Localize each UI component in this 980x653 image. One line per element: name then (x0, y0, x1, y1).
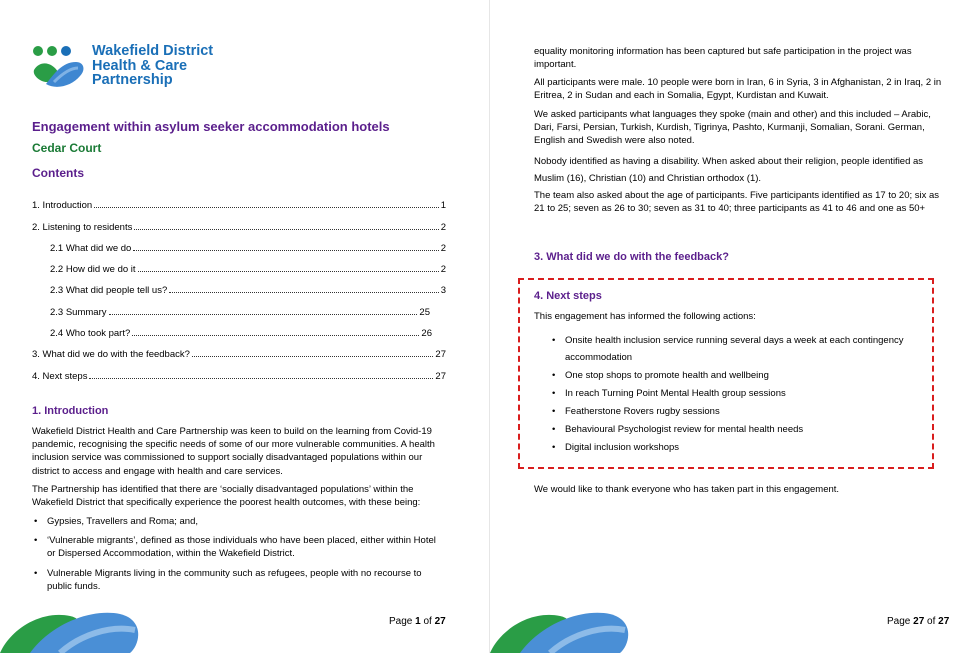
toc-entry-page: 3 (440, 285, 446, 297)
list-item: • Behavioural Psychologist review for mental health needs (550, 421, 930, 438)
toc-entry[interactable] (32, 339, 446, 360)
footer-decoration-graphic (490, 590, 640, 653)
introduction-paragraph-2: The Partnership has identified that there are ‘socially disadvantaged populations’ within the Wakefield District that specifically experience the poorest health outcomes, with these being: (32, 484, 421, 509)
footer-prefix: Page (389, 616, 416, 627)
partnership-logo (32, 44, 222, 94)
list-item: • ‘Vulnerable migrants’, defined as those individuals who have been placed, either within Hotel or Dispersed Accommodation, within the Wakefield District. (32, 534, 446, 560)
paragraph-participants-origin: All participants were male. 10 people were born in Iran, 6 in Syria, 3 in Afghanistan, 2 in Iraq, 2 in Eritrea, 2 in Sudan and each in Somalia, Egypt, Kurdistan and Kuwait. (534, 77, 942, 102)
footer-page-number: 1 (415, 616, 421, 627)
toc-entry[interactable] (32, 190, 446, 211)
toc-entry-page: 2 (440, 242, 446, 254)
list-item: • Featherstone Rovers rugby sessions (550, 403, 930, 420)
document-title: Engagement within asylum seeker accommodation hotels (32, 119, 390, 134)
list-item: • Onsite health inclusion service running several days a week at each contingency accommodation (550, 332, 930, 366)
introduction-heading: 1. Introduction (32, 405, 109, 417)
populations-list (32, 515, 446, 599)
thank-you-paragraph: We would like to thank everyone who has taken part in this engagement. (534, 484, 840, 495)
toc-entry-label: 2.3 Summary (50, 306, 107, 318)
toc-leader (192, 356, 434, 357)
toc-entry-label: 1. Introduction (32, 200, 93, 212)
logo-wordmark (92, 44, 213, 88)
toc-entry-label: 2.1 What did we do (50, 242, 132, 254)
list-item: • Digital inclusion workshops (550, 439, 930, 456)
toc-entry-label: 4. Next steps (32, 370, 88, 382)
toc-entry-page: 27 (435, 370, 446, 382)
toc-entry-label: 2.2 How did we do it (50, 264, 136, 276)
toc-entry[interactable] (32, 254, 446, 275)
footer-of: of (420, 616, 435, 627)
logo-line-2: Health & Care (92, 57, 188, 74)
paragraph-equality-monitoring: equality monitoring information has been captured but safe participation in the project was important. (534, 46, 912, 71)
page-number-footer (887, 616, 949, 627)
toc-entry-label: 2. Listening to residents (32, 221, 133, 233)
toc-leader (109, 314, 418, 315)
list-item: • One stop shops to promote health and wellbeing (550, 367, 930, 384)
toc-entry[interactable] (32, 318, 432, 339)
footer-total-pages: 27 (938, 616, 950, 627)
toc-entry[interactable] (32, 233, 446, 254)
logo-line-1: Wakefield District (92, 43, 214, 59)
toc-entry-page: 25 (419, 306, 430, 318)
toc-entry-page: 2 (440, 264, 446, 276)
toc-entry-label: 2.3 What did people tell us? (50, 285, 168, 297)
list-item: • Vulnerable Migrants living in the community such as refugees, people with no recourse to public funds. (32, 567, 446, 593)
logo-line-3: Partnership (92, 72, 173, 88)
contents-heading: Contents (32, 166, 84, 180)
next-steps-heading: 4. Next steps (534, 290, 602, 302)
toc-entry[interactable] (32, 296, 430, 317)
toc-leader (89, 378, 433, 379)
next-steps-intro: This engagement has informed the following actions: (534, 311, 756, 322)
toc-leader (132, 335, 419, 336)
page-number-footer (389, 616, 446, 627)
toc-entry[interactable] (32, 360, 446, 381)
toc-leader (94, 207, 438, 208)
toc-leader (138, 271, 439, 272)
toc-entry-label: 3. What did we do with the feedback? (32, 349, 190, 361)
toc-entry-page: 26 (421, 328, 432, 340)
list-item: • In reach Turning Point Mental Health group sessions (550, 385, 930, 402)
footer-page-number: 27 (913, 616, 925, 627)
footer-total-pages: 27 (434, 616, 446, 627)
toc-leader (169, 292, 438, 293)
toc-leader (133, 250, 438, 251)
introduction-paragraph-1: Wakefield District Health and Care Partnership was keen to build on the learning from Covid-19 pandemic, recognising the specific needs of some of our more vulnerable communities. A health inclusion service was commissioned to support socially disadvantaged populations within our district to access and engage with health and care services. (32, 426, 435, 477)
footer-prefix: Page (887, 616, 914, 627)
toc-entry[interactable] (32, 275, 446, 296)
toc-leader (134, 229, 438, 230)
toc-entry-label: 2.4 Who took part? (50, 328, 131, 340)
feedback-heading: 3. What did we do with the feedback? (534, 251, 729, 263)
toc-entry-page: 1 (440, 200, 446, 212)
paragraph-languages: We asked participants what languages they spoke (main and other) and this included – Arabic, Dari, Farsi, Persian, Turkish, Kurdish, Tigrinya, Pashto, Kurmanji, Somalian, Sorani. German, English and Swedish were also noted. (534, 109, 931, 147)
toc-entry-page: 2 (440, 221, 446, 233)
paragraph-disability-religion: Nobody identified as having a disability. When asked about their religion, people identified as Muslim (16), Christian (10) and Christian orthodox (1). (534, 156, 924, 184)
list-item: • Gypsies, Travellers and Roma; and, (32, 515, 446, 528)
document-subtitle: Cedar Court (32, 141, 102, 155)
footer-decoration-graphic (0, 590, 150, 653)
toc-entry[interactable] (32, 211, 446, 232)
paragraph-age: The team also asked about the age of participants. Five participants identified as 17 to 20; six as 21 to 25; seven as 26 to 30; seven as 31 to 40; three participants as 41 to 46 and one as 50+ (534, 190, 940, 215)
next-steps-highlight-box (518, 278, 934, 469)
footer-of: of (924, 616, 939, 627)
partnership-logo-icon (32, 44, 88, 92)
table-of-contents (32, 190, 446, 382)
toc-entry-page: 27 (435, 349, 446, 361)
